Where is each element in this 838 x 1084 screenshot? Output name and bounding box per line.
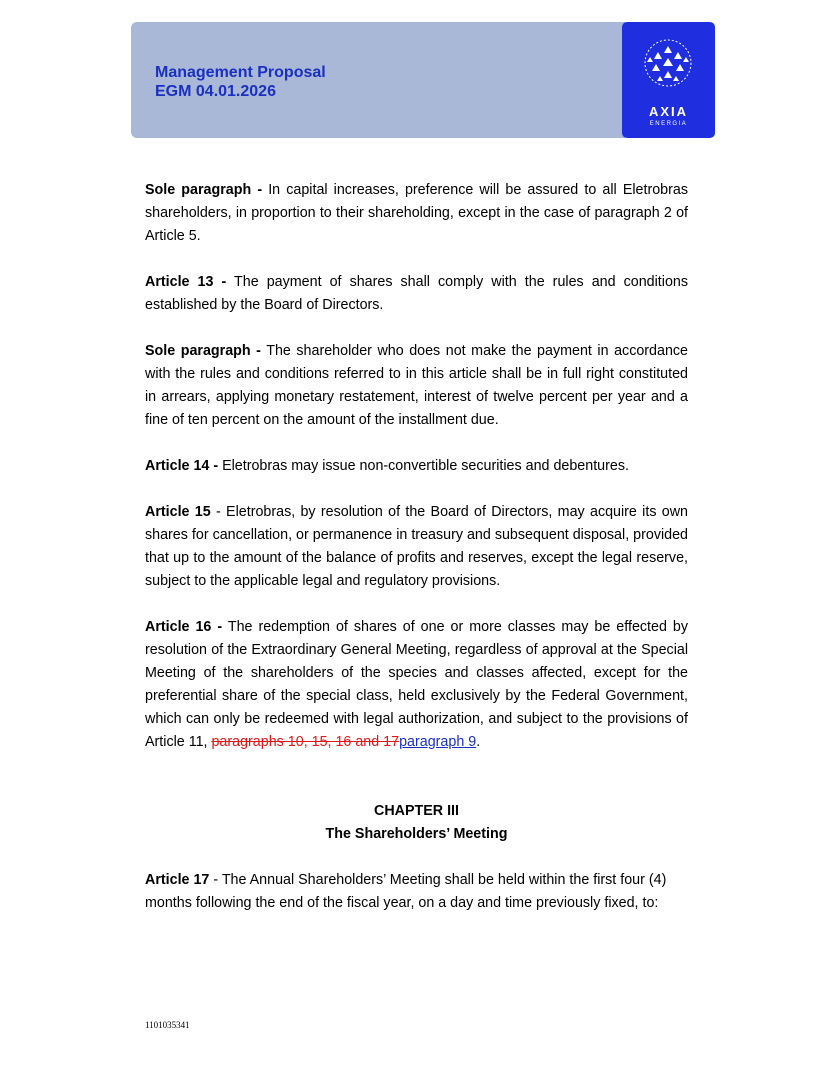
chapter-subtitle: The Shareholders’ Meeting: [325, 826, 508, 842]
chapter-heading: [145, 800, 688, 846]
paragraph-heading: Sole paragraph -: [145, 343, 261, 359]
paragraph-text: .: [476, 734, 481, 750]
paragraph-sole-1: [145, 179, 688, 248]
globe-logo-icon: [638, 38, 698, 88]
header-title-line1: Management Proposal: [155, 64, 326, 81]
paragraph-article-16: [145, 616, 688, 754]
paragraph-sole-2: [145, 340, 688, 432]
paragraph-heading: Article 15: [145, 504, 211, 520]
header-title: [155, 63, 326, 101]
paragraph-text: Eletrobras may issue non-convertible securities and debentures.: [218, 458, 629, 474]
paragraph-heading: Sole paragraph -: [145, 182, 263, 198]
header-title-line2: EGM 04.01.2026: [155, 83, 276, 100]
chapter-title: CHAPTER III: [374, 803, 459, 819]
paragraph-text: - Eletrobras, by resolution of the Board of Directors, may acquire its own shares for cancellation, or permanence in treasury and subsequent disposal, provided that up to the amount of the balance of profits and reserves, except the legal reserve, subject to the applicable legal and regulatory provisions.: [145, 504, 688, 589]
deleted-text: paragraphs 10, 15, 16 and 17: [211, 734, 400, 750]
paragraph-text: The redemption of shares of one or more classes may be effected by resolution of the Extraordinary General Meeting, regardless of approval at the Special Meeting of the shareholders of the species and classes affected, except for the preferential share of the special class, held exclusively by the Federal Government, which can only be redeemed with legal authorization, and subject to the provisions of Article 11,: [145, 619, 688, 750]
logo-subtext: ENERGIA: [649, 121, 688, 127]
paragraph-article-15: [145, 501, 688, 593]
paragraph-text: The shareholder who does not make the payment in accordance with the rules and conditions referred to in this article shall be in full right constituted in arrears, applying monetary restatement, interest of twelve percent per year and a fine of ten percent on the amount of the installment due.: [145, 343, 689, 428]
paragraph-text: - The Annual Shareholders’ Meeting shall be held within the first four (4): [209, 872, 667, 888]
paragraph-heading: Article 16 -: [145, 619, 223, 635]
paragraph-heading: Article 14 -: [145, 458, 219, 474]
paragraph-article-17: [145, 869, 688, 915]
paragraph-article-14: [145, 455, 688, 478]
document-body: [145, 179, 688, 938]
document-id: 1101035341: [145, 1020, 190, 1030]
logo-text: AXIA: [648, 104, 689, 119]
inserted-text: paragraph 9: [399, 734, 477, 750]
paragraph-text: In capital increases, preference will be assured to all Eletrobras shareholders, in proportion to their shareholding, except in the case of paragraph 2 of Article 5.: [145, 182, 688, 244]
paragraph-article-13: [145, 271, 688, 317]
paragraph-text: The payment of shares shall comply with the rules and conditions established by the Board of Directors.: [145, 274, 688, 313]
paragraph-text: months following the end of the fiscal year, on a day and time previously fixed, to:: [145, 895, 659, 911]
paragraph-heading: Article 13 -: [145, 274, 227, 290]
paragraph-heading: Article 17: [145, 872, 210, 888]
